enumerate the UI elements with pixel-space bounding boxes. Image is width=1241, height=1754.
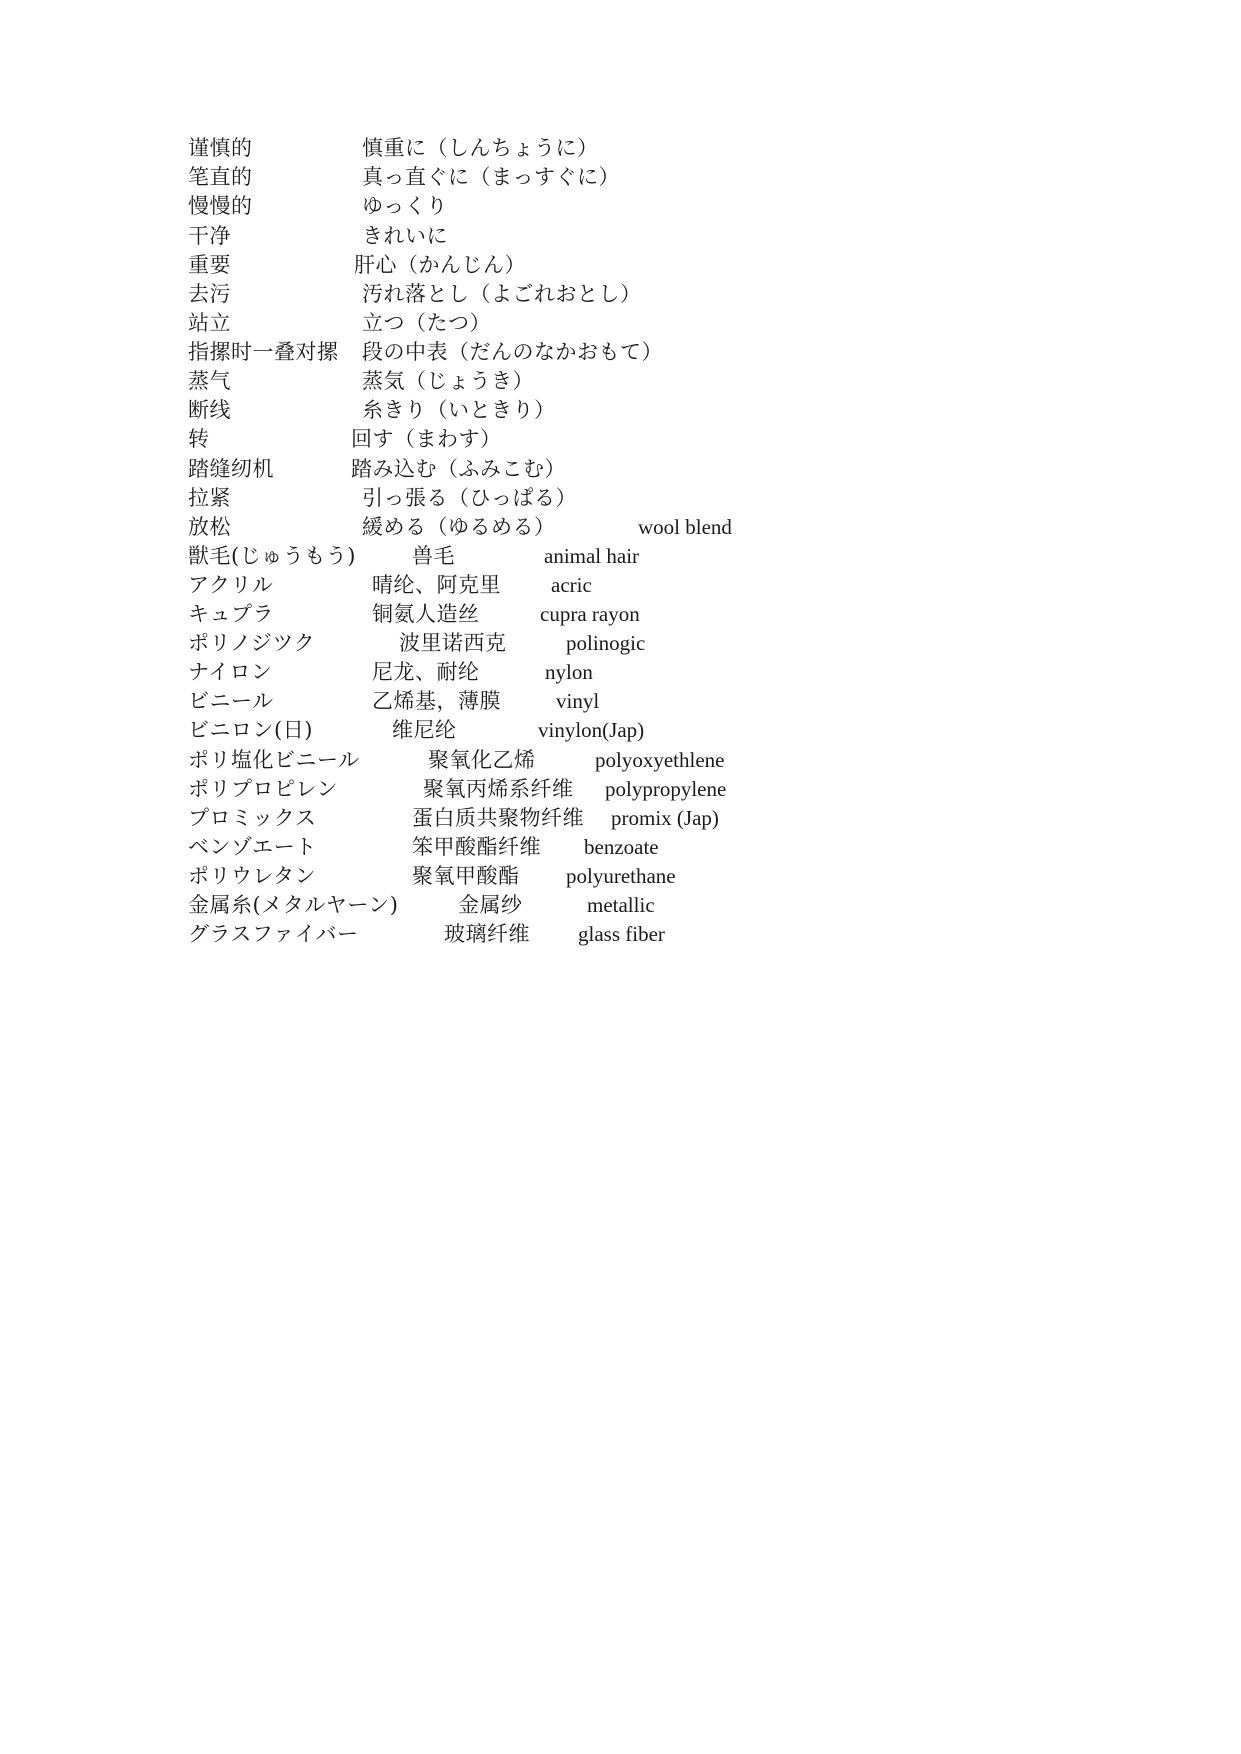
term-japanese: 肝心（かんじん） xyxy=(354,253,526,277)
term-japanese: 乙烯基，薄膜 xyxy=(372,689,501,713)
term-english: animal hair xyxy=(544,544,640,568)
term-chinese: キュプラ xyxy=(188,602,274,626)
term-japanese: 维尼纶 xyxy=(392,718,457,742)
term-japanese: 玻璃纤维 xyxy=(444,922,530,946)
term-chinese: ポリノジツク xyxy=(188,631,316,655)
term-row xyxy=(0,803,1241,833)
term-japanese: 波里诺西克 xyxy=(399,631,507,655)
term-chinese: ビニロン(日) xyxy=(188,718,313,742)
term-row xyxy=(0,221,1241,251)
term-row xyxy=(0,133,1241,163)
term-english: cupra rayon xyxy=(540,602,640,626)
term-chinese: 站立 xyxy=(188,311,231,335)
term-japanese: 晴纶、阿克里 xyxy=(372,573,501,597)
term-row xyxy=(0,191,1241,221)
term-english: acric xyxy=(551,573,592,597)
term-chinese: ポリプロピレン xyxy=(188,777,338,801)
term-row xyxy=(0,570,1241,600)
term-english: polypropylene xyxy=(605,777,727,801)
term-japanese: 聚氧丙烯系纤维 xyxy=(423,777,574,801)
term-row xyxy=(0,686,1241,716)
term-row xyxy=(0,861,1241,891)
term-english: metallic xyxy=(587,893,655,917)
term-row xyxy=(0,395,1241,425)
term-chinese: ポリ塩化ビニール xyxy=(188,748,360,772)
term-japanese: 慎重に（しんちょうに） xyxy=(362,136,599,160)
term-row xyxy=(0,308,1241,338)
term-chinese: 金属糸(メタルヤーン) xyxy=(188,893,399,917)
term-chinese: 谨慎的 xyxy=(188,136,253,160)
term-row xyxy=(0,454,1241,484)
term-english: polinogic xyxy=(566,631,646,655)
term-chinese: 放松 xyxy=(188,515,231,539)
term-row xyxy=(0,512,1241,542)
term-row xyxy=(0,366,1241,396)
term-chinese: グラスファイバー xyxy=(188,922,359,946)
term-chinese: 指摞时一叠对摞 xyxy=(188,340,339,364)
term-chinese: ビニール xyxy=(188,689,274,713)
term-chinese: 去污 xyxy=(188,282,231,306)
term-english: promix (Jap) xyxy=(611,806,719,830)
term-row xyxy=(0,628,1241,658)
term-english: benzoate xyxy=(584,835,659,859)
term-row xyxy=(0,162,1241,192)
term-row xyxy=(0,483,1241,513)
term-japanese: 铜氨人造丝 xyxy=(372,602,480,626)
term-chinese: 慢慢的 xyxy=(188,194,253,218)
term-english: polyurethane xyxy=(566,864,676,888)
term-row xyxy=(0,279,1241,309)
term-chinese: ポリウレタン xyxy=(188,864,317,888)
term-row xyxy=(0,919,1241,949)
term-japanese: 聚氧甲酸酯 xyxy=(412,864,520,888)
term-row xyxy=(0,424,1241,454)
term-row xyxy=(0,657,1241,687)
term-japanese: 金属纱 xyxy=(458,893,523,917)
term-chinese: 干净 xyxy=(188,224,231,248)
term-japanese: 聚氧化乙烯 xyxy=(428,748,536,772)
term-japanese: 兽毛 xyxy=(412,544,455,568)
term-row xyxy=(0,890,1241,920)
term-row xyxy=(0,337,1241,367)
term-row xyxy=(0,745,1241,775)
term-chinese: プロミックス xyxy=(188,806,317,830)
term-japanese: 回す（まわす） xyxy=(351,427,502,451)
term-japanese: 糸きり（いときり） xyxy=(362,398,556,422)
term-row xyxy=(0,250,1241,280)
term-english: glass fiber xyxy=(578,922,665,946)
term-row xyxy=(0,832,1241,862)
term-chinese: アクリル xyxy=(188,573,274,597)
term-japanese: 立つ（たつ） xyxy=(362,311,491,335)
term-english: wool blend xyxy=(638,515,732,539)
term-japanese: 真っ直ぐに（まっすぐに） xyxy=(362,165,620,189)
term-japanese: きれいに xyxy=(362,224,448,248)
term-english: polyoxyethlene xyxy=(595,748,725,772)
term-chinese: 拉紧 xyxy=(188,486,231,510)
term-chinese: ベンゾエート xyxy=(188,835,317,859)
term-chinese: 重要 xyxy=(188,253,231,277)
term-japanese: 蛋白质共聚物纤维 xyxy=(412,806,584,830)
term-japanese: 段の中表（だんのなかおもて） xyxy=(362,340,663,364)
term-chinese: 獣毛(じゅうもう) xyxy=(188,544,356,568)
term-english: vinylon(Jap) xyxy=(538,718,645,742)
term-chinese: 蒸气 xyxy=(188,369,231,393)
term-japanese: 引っ張る（ひっぱる） xyxy=(362,486,577,510)
term-japanese: ゆっくり xyxy=(362,194,448,218)
term-chinese: ナイロン xyxy=(188,660,273,684)
term-chinese: 转 xyxy=(188,427,210,451)
term-english: nylon xyxy=(545,660,593,684)
term-japanese: 緩める（ゆるめる） xyxy=(362,515,556,539)
term-chinese: 踏缝纫机 xyxy=(188,457,274,481)
term-japanese: 笨甲酸酯纤维 xyxy=(412,835,541,859)
term-japanese: 尼龙、耐纶 xyxy=(372,660,480,684)
term-japanese: 蒸気（じょうき） xyxy=(362,369,534,393)
term-chinese: 笔直的 xyxy=(188,165,253,189)
term-japanese: 汚れ落とし（よごれおとし） xyxy=(362,282,642,306)
term-japanese: 踏み込む（ふみこむ） xyxy=(351,457,566,481)
term-chinese: 断线 xyxy=(188,398,231,422)
term-english: vinyl xyxy=(556,689,600,713)
term-row xyxy=(0,774,1241,804)
term-row xyxy=(0,541,1241,571)
term-row xyxy=(0,715,1241,745)
term-row xyxy=(0,599,1241,629)
